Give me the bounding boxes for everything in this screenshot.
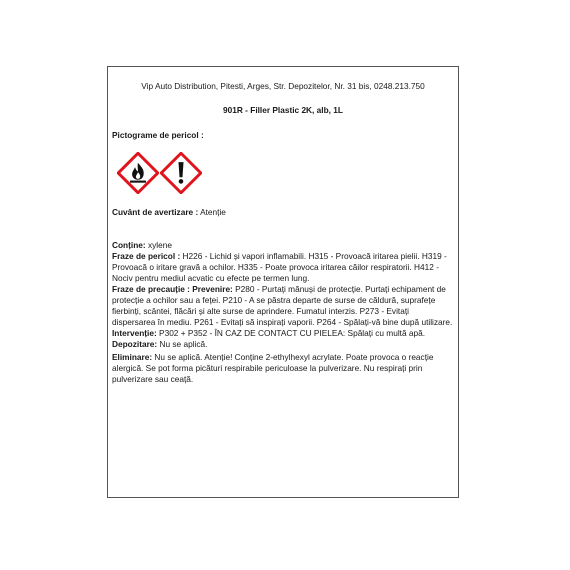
storage-text: Nu se aplică.: [157, 339, 208, 349]
contains-label: Conține:: [112, 240, 146, 250]
hazard-phrases: [112, 251, 454, 284]
product-name: 901R - Filler Plastic 2K, alb, 1L: [223, 105, 343, 115]
disposal-phrases: [112, 352, 454, 385]
intervention-label: Intervenție:: [112, 328, 157, 338]
prevention-phrases: [112, 284, 454, 328]
storage-label: Depozitare:: [112, 339, 158, 349]
signal-word-label: Cuvânt de avertizare :: [112, 207, 199, 217]
disposal-text: Nu se aplică. Atenție! Conține 2-ethylhexyl acrylate. Poate provoca o reacție alergică. Se pot forma picături respirabile periculoase la pulverizare. Nu respirați prin pulverizare sau ceață.: [112, 352, 434, 384]
disposal-label: Eliminare:: [112, 352, 153, 362]
hazard-phrases-text: H226 - Lichid și vapori inflamabili. H315 - Provoacă iritarea pielii. H319 - Provoacă o iritare gravă a ochilor. H335 - Poate provoca iritarea căilor respiratorii. H412 - Nociv pentru mediul acvatic cu efecte pe termen lung.: [112, 251, 447, 283]
contains-value: xylene: [145, 240, 172, 250]
signal-word: [112, 207, 454, 218]
pictogram-row: [117, 151, 454, 195]
product-label: [107, 66, 459, 498]
flame-hazard-icon: [117, 152, 159, 194]
prevention-label: Fraze de precauție : Prevenire:: [112, 284, 233, 294]
exclamation-hazard-icon: [160, 152, 202, 194]
storage-phrases: [112, 339, 454, 350]
contains-line: [112, 240, 454, 251]
hazard-phrases-label: Fraze de pericol :: [112, 251, 181, 261]
intervention-phrases: [112, 328, 454, 339]
intervention-text: P302 + P352 - ÎN CAZ DE CONTACT CU PIELEA: Spălați cu multă apă.: [156, 328, 426, 338]
prevention-text: P280 - Purtați mănuși de protecție. Purtați echipament de protecție a ochilor sau a feței. P210 - A se păstra departe de surse de căldură, suprafețe fierbinți, scântei, flăcări și alte surse de aprindere. Fumatul interzis. P273 - Evitați dispersarea în mediu. P261 - Evitați să inspirați vaporii. P264 - Spălați-vă bine după utilizare.: [112, 284, 453, 327]
signal-word-value: Atenție: [198, 207, 226, 217]
company-info: Vip Auto Distribution, Pitesti, Arges, Str. Depozitelor, Nr. 31 bis, 0248.213.750: [141, 81, 425, 91]
pictograms-title: Pictograme de pericol :: [112, 130, 204, 140]
